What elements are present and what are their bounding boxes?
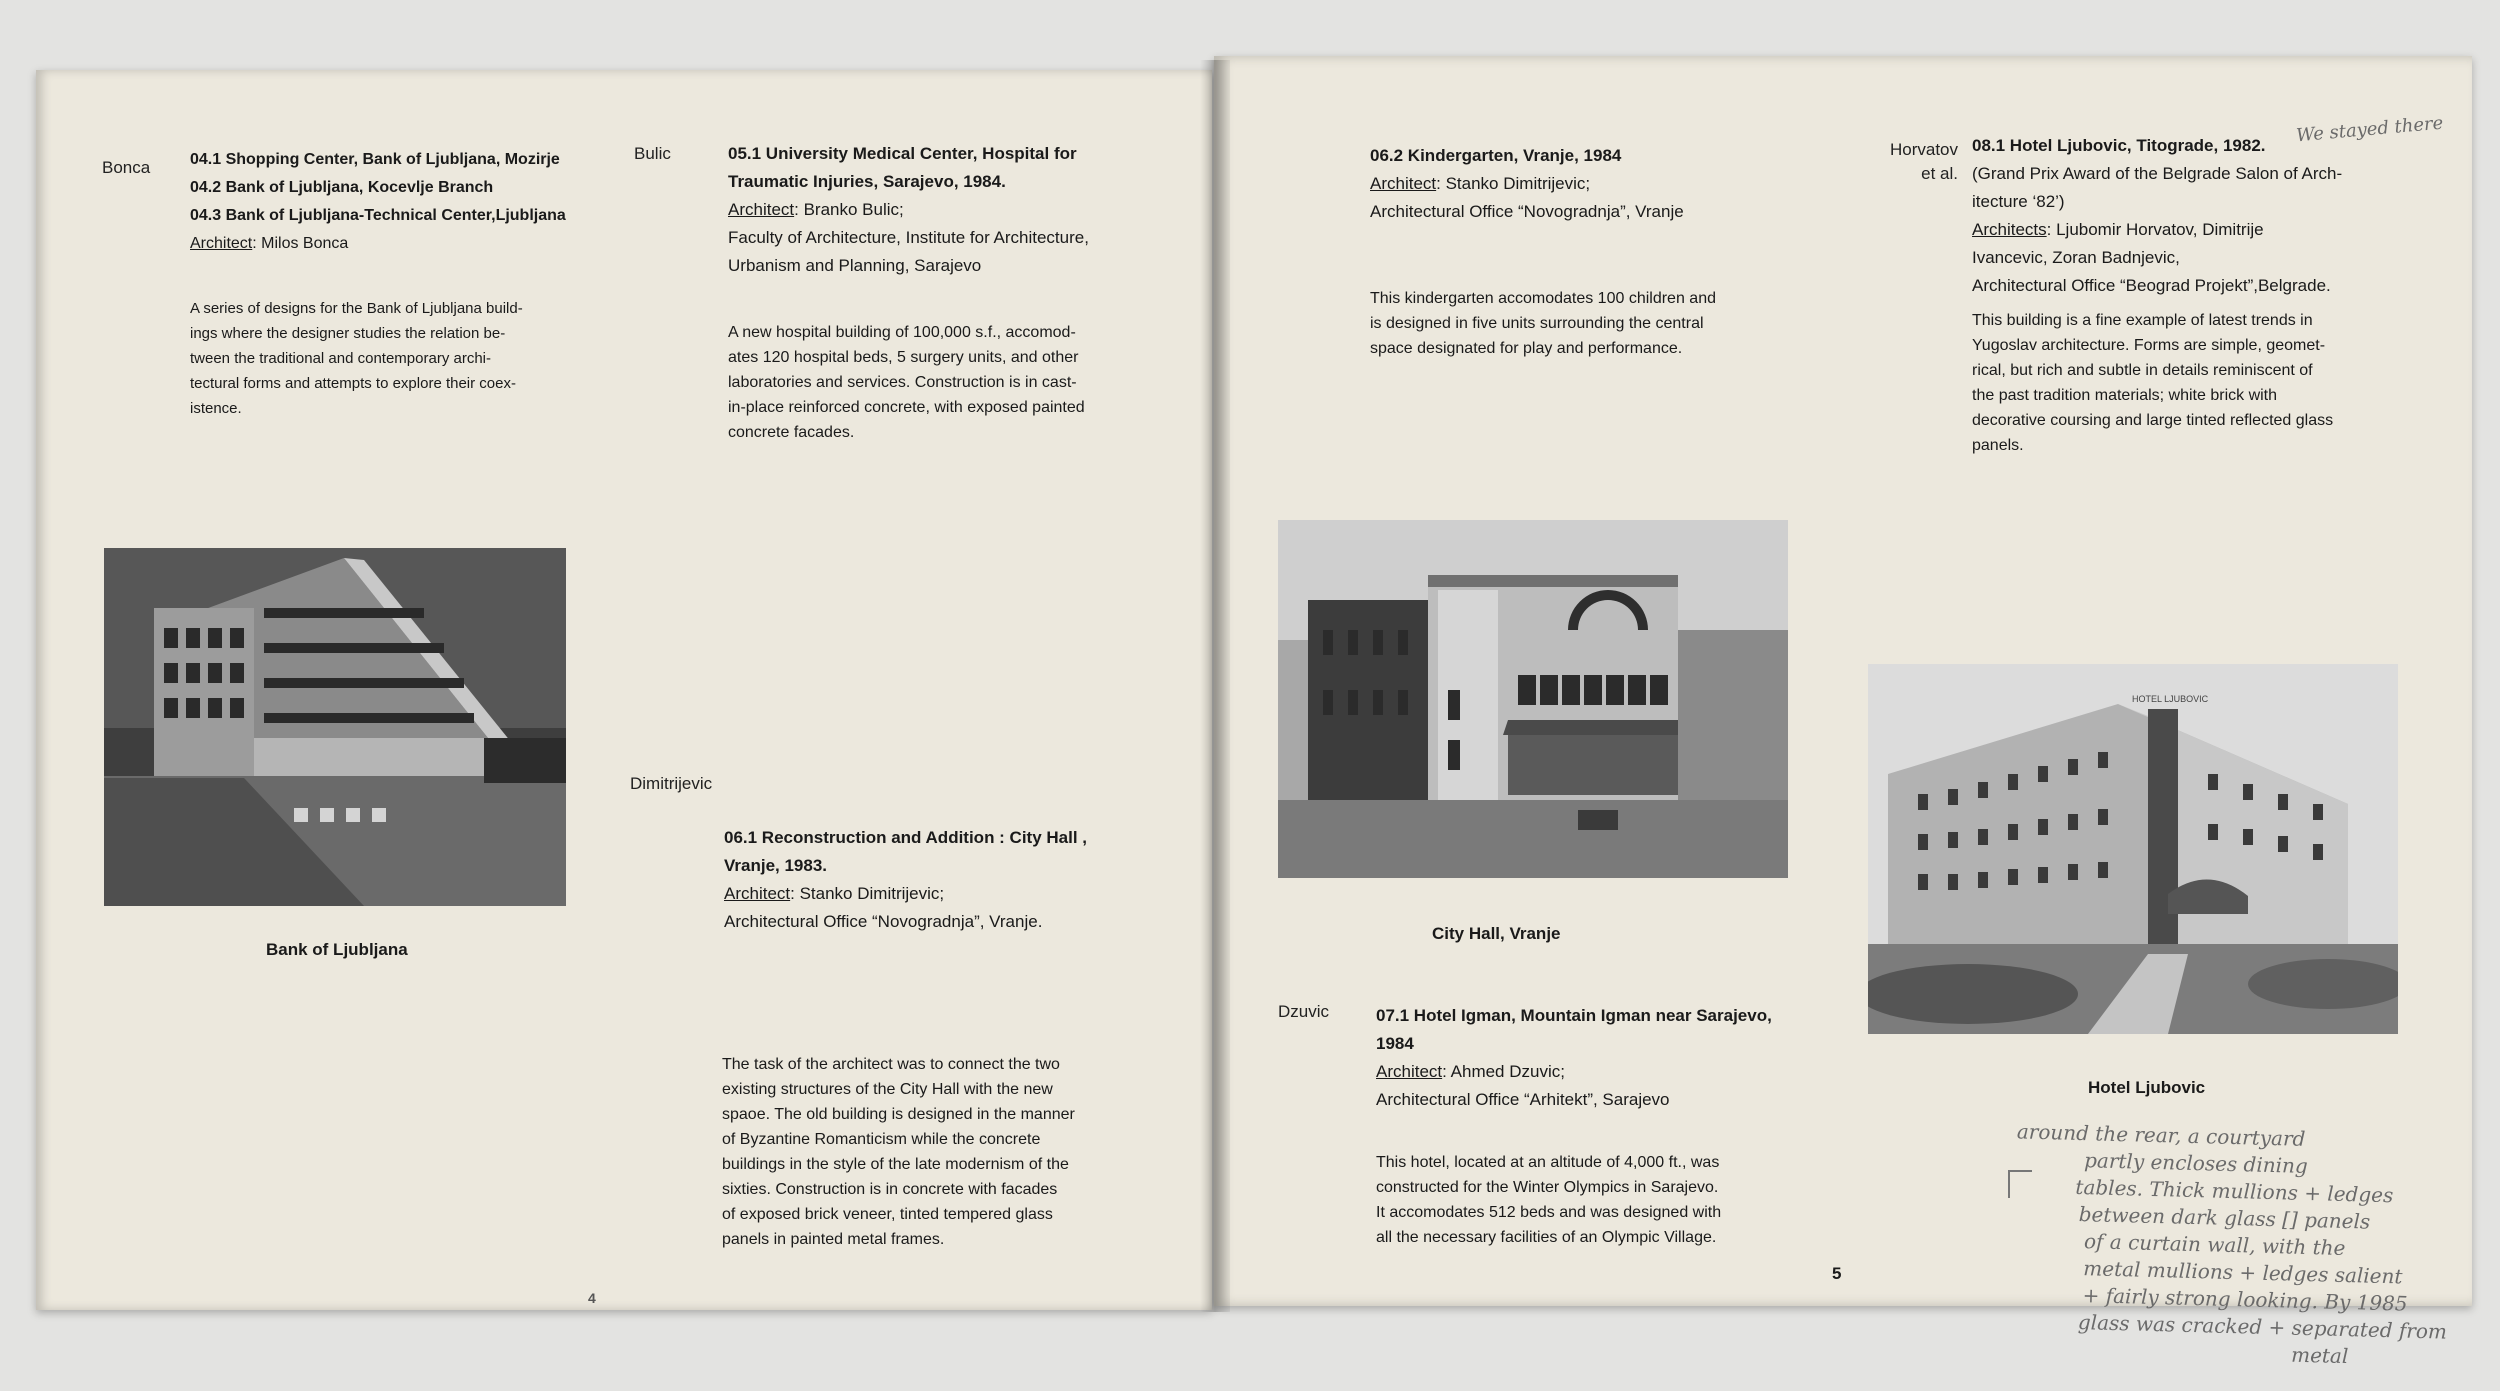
handwritten-line: metal bbox=[2290, 1342, 2349, 1369]
caption-hotel-ljubovic: Hotel Ljubovic bbox=[2088, 1078, 2206, 1097]
description-horvatov bbox=[1972, 308, 2333, 458]
project-title: 06.1 Reconstruction and Addition : City Hall , bbox=[724, 828, 1088, 847]
body-line: sixties. Construction is in concrete with facades bbox=[722, 1181, 1058, 1198]
project-heading-bonca bbox=[190, 146, 566, 258]
project-heading-bulic bbox=[728, 140, 1089, 280]
project-title: 04.1 Shopping Center, Bank of Ljubljana, Mozirje bbox=[190, 151, 560, 168]
project-heading-dzuvic bbox=[1376, 1002, 1772, 1114]
body-line: ates 120 hospital beds, 5 surgery units, and other bbox=[728, 349, 1079, 366]
body-line: ings where the designer studies the relation be- bbox=[190, 325, 506, 342]
body-line: panels in painted metal frames. bbox=[722, 1231, 945, 1248]
body-line: A series of designs for the Bank of Ljubljana build- bbox=[190, 300, 523, 317]
body-line: laboratories and services. Construction is in cast- bbox=[728, 374, 1077, 391]
project-heading-dimitrijevic bbox=[724, 824, 1087, 936]
architect-label: Architect bbox=[1370, 174, 1437, 193]
architect-name-bulic: Bulic bbox=[634, 144, 671, 163]
architect-label: Architect bbox=[190, 235, 253, 252]
page-number-right: 5 bbox=[1832, 1264, 1842, 1283]
body-line: existing structures of the City Hall with the new bbox=[722, 1081, 1053, 1098]
body-line: of exposed brick veneer, tinted tempered glass bbox=[722, 1206, 1053, 1223]
body-line: is designed in five units surrounding the central bbox=[1370, 315, 1704, 332]
project-heading-kindergarten bbox=[1370, 142, 1684, 226]
body-line: This building is a fine example of latest trends in bbox=[1972, 312, 2313, 329]
body-line: It accomodates 512 beds and was designed with bbox=[1376, 1204, 1722, 1221]
caption-bank-of-ljubljana: Bank of Ljubljana bbox=[266, 940, 408, 959]
body-line: tween the traditional and contemporary archi- bbox=[190, 350, 491, 367]
body-line: all the necessary facilities of an Olympic Village. bbox=[1376, 1229, 1717, 1246]
description-bulic bbox=[728, 320, 1085, 445]
body-line: the past tradition materials; white brick with bbox=[1972, 387, 2278, 404]
body-line: The task of the architect was to connect the two bbox=[722, 1056, 1060, 1073]
body-line: panels. bbox=[1972, 437, 2024, 454]
project-title: 08.1 Hotel Ljubovic, Titograde, 1982. bbox=[1972, 136, 2266, 155]
office-line: Architectural Office “Novogradnja”, Vranje. bbox=[724, 912, 1043, 931]
body-line: of Byzantine Romanticism while the concrete bbox=[722, 1131, 1041, 1148]
office-line: Ivancevic, Zoran Badnjevic, bbox=[1972, 248, 2180, 267]
body-line: This hotel, located at an altitude of 4,000 ft., was bbox=[1376, 1154, 1720, 1171]
body-line: concrete facades. bbox=[728, 424, 855, 441]
photo-hotel-ljubovic bbox=[1868, 664, 2398, 1034]
hotel-illustration bbox=[1868, 664, 2398, 1034]
office-line: Architectural Office “Beograd Projekt”,Belgrade. bbox=[1972, 276, 2331, 295]
project-title: Vranje, 1983. bbox=[724, 856, 828, 875]
body-line: Yugoslav architecture. Forms are simple, geomet- bbox=[1972, 337, 2326, 354]
name-line: Horvatov bbox=[1889, 140, 1958, 159]
description-dzuvic bbox=[1376, 1150, 1721, 1250]
body-line: istence. bbox=[190, 400, 242, 417]
architect-value: : Milos Bonca bbox=[252, 235, 349, 252]
project-title: 1984 bbox=[1376, 1034, 1414, 1053]
award-line: itecture ‘82’) bbox=[1972, 192, 2065, 211]
name-line: et al. bbox=[1921, 164, 1958, 183]
handwritten-note bbox=[2011, 1118, 2452, 1372]
body-line: A new hospital building of 100,000 s.f., accomod- bbox=[728, 324, 1076, 341]
photo-bank-of-ljubljana bbox=[104, 548, 566, 906]
project-title: Traumatic Injuries, Sarajevo, 1984. bbox=[728, 172, 1006, 191]
photo-city-hall-vranje bbox=[1278, 520, 1788, 878]
handwritten-line: glass was cracked + separated from bbox=[2077, 1310, 2448, 1344]
architect-value: : Ahmed Dzuvic; bbox=[1442, 1062, 1565, 1081]
project-heading-horvatov bbox=[1972, 132, 2342, 300]
page-number-left: 4 bbox=[588, 1290, 596, 1306]
description-dimitrijevic bbox=[722, 1052, 1075, 1252]
handwritten-line: partly encloses dining bbox=[2083, 1148, 2309, 1178]
architect-name-horvatov bbox=[1872, 138, 1958, 186]
description-kindergarten bbox=[1370, 286, 1716, 361]
handwritten-line: + fairly strong looking. By 1985 bbox=[2082, 1283, 2408, 1316]
architect-label: Architect bbox=[1376, 1062, 1443, 1081]
hotel-rooftop-sign: HOTEL LJUBOVIC bbox=[2132, 694, 2209, 704]
body-line: buildings in the style of the late modernism of the bbox=[722, 1156, 1069, 1173]
project-title: 04.2 Bank of Ljubljana, Kocevlje Branch bbox=[190, 179, 494, 196]
architect-name-bonca: Bonca bbox=[102, 158, 151, 177]
caption-city-hall-vranje: City Hall, Vranje bbox=[1432, 924, 1561, 943]
office-line: Faculty of Architecture, Institute for Architecture, bbox=[728, 228, 1089, 247]
project-title: 06.2 Kindergarten, Vranje, 1984 bbox=[1370, 146, 1622, 165]
body-line: rical, but rich and subtle in details reminiscent of bbox=[1972, 362, 2313, 379]
handwritten-bracket bbox=[2008, 1170, 2032, 1198]
architect-label: Architect bbox=[724, 884, 791, 903]
architect-value: : Branko Bulic; bbox=[794, 200, 904, 219]
project-title: 04.3 Bank of Ljubljana-Technical Center,Ljubljana bbox=[190, 207, 566, 224]
architect-name-dzuvic: Dzuvic bbox=[1278, 1002, 1330, 1021]
architect-label: Architect bbox=[728, 200, 795, 219]
body-line: tectural forms and attempts to explore their coex- bbox=[190, 375, 516, 392]
office-line: Architectural Office “Novogradnja”, Vranje bbox=[1370, 202, 1684, 221]
body-line: spaoe. The old building is designed in the manner bbox=[722, 1106, 1075, 1123]
body-line: space designated for play and performance. bbox=[1370, 340, 1683, 357]
architect-value: : Stanko Dimitrijevic; bbox=[790, 884, 945, 903]
project-title: 05.1 University Medical Center, Hospital for bbox=[728, 144, 1077, 163]
body-line: in-place reinforced concrete, with exposed painted bbox=[728, 399, 1085, 416]
description-bonca bbox=[190, 296, 523, 421]
award-line: (Grand Prix Award of the Belgrade Salon of Arch- bbox=[1972, 164, 2343, 183]
handwritten-line: between dark glass [] panels bbox=[2078, 1201, 2371, 1234]
body-line: decorative coursing and large tinted reflected glass bbox=[1972, 412, 2334, 429]
office-line: Architectural Office “Arhitekt”, Sarajevo bbox=[1376, 1090, 1670, 1109]
handwritten-top-note: We stayed there bbox=[2295, 112, 2445, 147]
office-line: Urbanism and Planning, Sarajevo bbox=[728, 256, 982, 275]
architect-value: : Ljubomir Horvatov, Dimitrije bbox=[2046, 220, 2264, 239]
book-gutter bbox=[1200, 60, 1230, 1312]
bank-building-illustration bbox=[104, 548, 566, 906]
body-line: constructed for the Winter Olympics in Sarajevo. bbox=[1376, 1179, 1719, 1196]
handwritten-line: of a curtain wall, with the bbox=[2083, 1229, 2346, 1260]
handwritten-line: metal mullions + ledges salient bbox=[2083, 1256, 2403, 1289]
architect-label: Architects bbox=[1972, 220, 2047, 239]
city-hall-illustration bbox=[1278, 520, 1788, 878]
handwritten-line: around the rear, a courtyard bbox=[2016, 1119, 2306, 1151]
body-line: This kindergarten accomodates 100 children and bbox=[1370, 290, 1716, 307]
project-title: 07.1 Hotel Igman, Mountain Igman near Sarajevo, bbox=[1376, 1006, 1772, 1025]
handwritten-line: tables. Thick mullions + ledges bbox=[2075, 1174, 2394, 1208]
architect-value: : Stanko Dimitrijevic; bbox=[1436, 174, 1591, 193]
architect-name-dimitrijevic: Dimitrijevic bbox=[630, 774, 713, 793]
